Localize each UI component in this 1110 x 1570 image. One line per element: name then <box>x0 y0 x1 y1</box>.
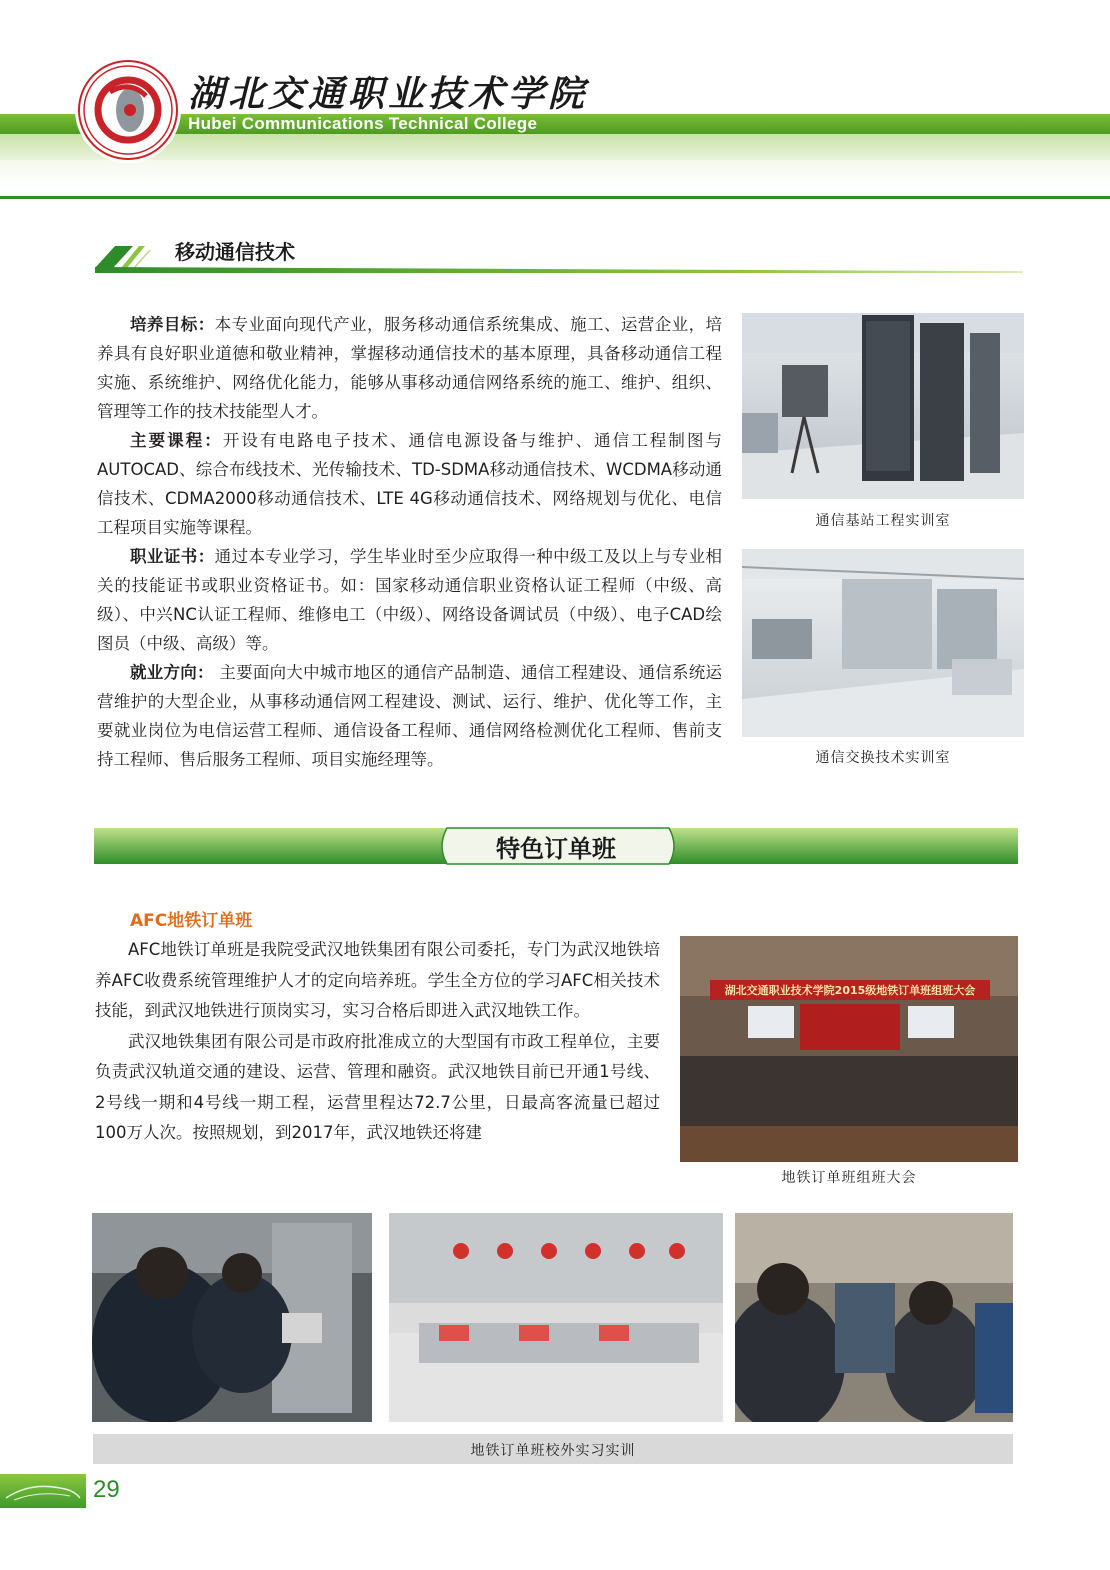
text-employment: 主要面向大中城市地区的通信产品制造、通信工程建设、通信系统运营维护的大型企业，从事移动通信网工程建设、测试、运行、维护、优化等工作，主要就业岗位为电信运营工程师、通信设备工程师、通信网络检测优化工程师、售前支持工程师、售后服务工程师、项目实施经理等。 <box>97 663 723 769</box>
text-goal: 本专业面向现代产业，服务移动通信系统集成、施工、运营企业，培养具有良好职业道德和敬业精神，掌握移动通信技术的基本原理，具备移动通信工程实施、系统维护、网络优化能力，能够从事移动通信网络系统的施工、维护、组织、管理等工作的技术技能型人才。 <box>97 315 723 421</box>
mobile-description <box>97 310 722 774</box>
caption-base-station-lab: 通信基站工程实训室 <box>815 513 951 529</box>
text-courses: 开设有电路电子技术、通信电源设备与维护、通信工程制图与AUTOCAD、综合布线技术、光传输技术、TD-SDMA移动通信技术、WCDMA移动通信技术、CDMA2000移动通信技术、LTE 4G移动通信技术、网络规划与优化、电信工程项目实施等课程。 <box>97 431 723 537</box>
label-certificates: 职业证书： <box>130 547 215 566</box>
photo-ticket-machine <box>735 1213 1013 1422</box>
photo-metro-gates <box>389 1213 723 1422</box>
paragraph-goal <box>97 310 722 426</box>
label-courses: 主要课程： <box>130 431 223 450</box>
text-certificates: 通过本专业学习，学生毕业时至少应取得一种中级工及以上与专业相关的技能证书或职业资格证书。如：国家移动通信职业资格认证工程师（中级、高级）、中兴NC认证工程师、维修电工（中级）、网络设备调试员（中级）、电子CAD绘图员（中级、高级）等。 <box>97 547 723 653</box>
paragraph-courses <box>97 426 722 542</box>
photo-base-station-lab <box>742 313 1024 499</box>
header-band-fade <box>0 160 1110 190</box>
photo-students-repair <box>92 1213 372 1422</box>
section-underline <box>95 267 1023 273</box>
caption-switching-lab: 通信交换技术实训室 <box>815 750 951 766</box>
label-goal: 培养目标： <box>130 315 215 334</box>
label-employment: 就业方向： <box>130 663 214 682</box>
caption-class-meeting: 地铁订单班组班大会 <box>781 1170 917 1186</box>
meeting-banner-text: 湖北交通职业技术学院2015级地铁订单班组班大会 <box>724 984 976 997</box>
college-logo <box>78 60 178 160</box>
paragraph-certificates <box>97 542 722 658</box>
header-rule <box>0 196 1110 199</box>
college-name-en: Hubei Communications Technical College <box>188 114 538 133</box>
section-arrow-icon <box>95 244 151 268</box>
paragraph-afc-intro: AFC地铁订单班是我院受武汉地铁集团有限公司委托，专门为武汉地铁培养AFC收费系统管理维护人才的定向培养班。学生全方位的学习AFC相关技术技能，到武汉地铁进行顶岗实习，实习合格后即进入武汉地铁工作。 <box>95 940 660 1020</box>
photo-class-meeting <box>680 936 1018 1162</box>
afc-description <box>95 935 660 1149</box>
section-title-mobile: 移动通信技术 <box>175 240 295 264</box>
photo-switching-lab <box>742 549 1024 737</box>
college-name-cn: 湖北交通职业技术学院 <box>188 73 589 115</box>
paragraph-wuhan-metro: 武汉地铁集团有限公司是市政府批准成立的大型国有市政工程单位，主要负责武汉轨道交通的建设、运营、管理和融资。武汉地铁目前已开通1号线、2号线一期和4号线一期工程，运营里程达72.7公里，日最高客流量已超过100万人次。按照规划，到2017年，武汉地铁还将建 <box>95 1031 660 1142</box>
caption-external-training: 地铁订单班校外实习实训 <box>470 1443 636 1459</box>
section-title-order-class: 特色订单班 <box>496 835 616 863</box>
subheading-afc: AFC地铁订单班 <box>130 911 253 931</box>
paragraph-employment <box>97 658 722 774</box>
page-number-tab <box>0 1474 86 1508</box>
page-number: 29 <box>93 1476 120 1503</box>
